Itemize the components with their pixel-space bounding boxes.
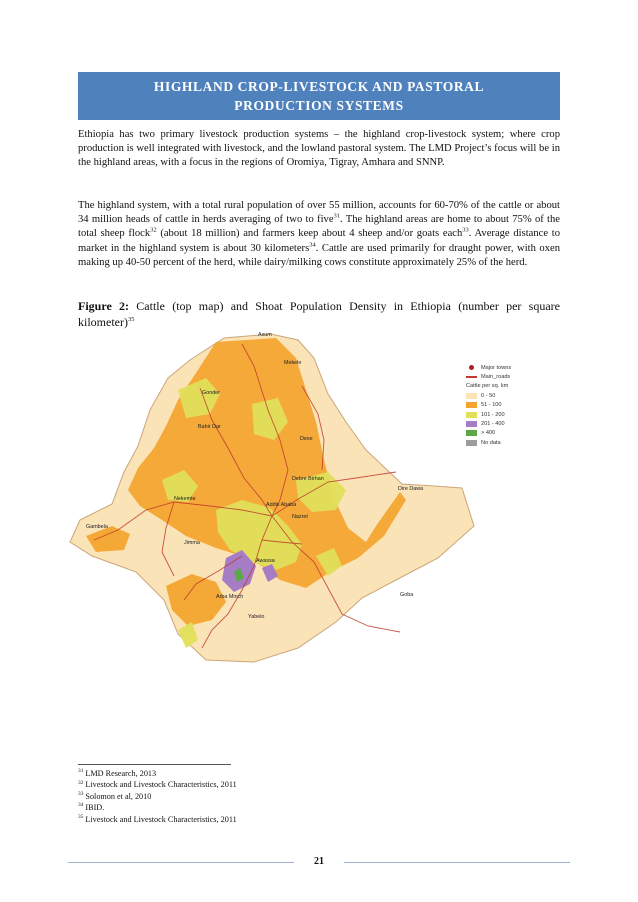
page-number: 21 [314, 856, 324, 867]
town-gonder: Gonder [202, 390, 220, 396]
paragraph-highland-part3: (about 18 million) and farmers keep about 4 sheep and/or goats each [156, 228, 463, 240]
figure-label: Figure 2: [78, 299, 130, 313]
paragraph-highland [78, 199, 560, 270]
paragraph-intro: Ethiopia has two primary livestock production systems – the highland crop-livestock system; where crop production is well integrated with livestock, and the lowland pastoral system. The LMD Project’s focus will be in the highland areas, with a focus in the regions of Oromiya, Tigray, Amhara and SNNP. [78, 129, 560, 169]
figure-caption [78, 298, 560, 330]
town-dese: Dese [300, 436, 313, 442]
legend-towns: Major towns [466, 363, 511, 372]
town-addis-ababa: Addis Ababa [266, 502, 297, 508]
footnote: $^{31}$ LMD Research, 2013 [78, 768, 157, 778]
legend-swatch [466, 421, 477, 427]
footnote: $^{33}$ Solomon et al, 2010 [78, 791, 152, 801]
section-header-line2: PRODUCTION SYSTEMS [234, 98, 404, 113]
town-jimma: Jimma [184, 540, 200, 546]
page-footer-line-right [344, 862, 570, 863]
town-awassa: Awassa [256, 558, 275, 564]
paragraph-highland-part1: The highland system, with a total rural population of over 55 million, accounts for 60-70% of the cattle or about 34 million heads of cattle in herds averaging of two to five [78, 200, 560, 226]
footnote-ref-34: 34 [309, 241, 316, 249]
town-bahir-dar: Bahir Dar [198, 424, 221, 430]
section-header [78, 72, 560, 120]
legend-swatch [466, 402, 477, 408]
legend-swatch [466, 430, 477, 436]
town-nazret: Nazret [292, 514, 308, 520]
footnotes [78, 768, 237, 825]
town-mekele: Mekele [284, 360, 302, 366]
town-nekemte: Nekemte [174, 496, 196, 502]
footnote: $^{32}$ Livestock and Livestock Characteristics, 2011 [78, 779, 237, 790]
legend-swatch [466, 412, 477, 418]
road-line-icon [466, 376, 477, 378]
legend-class: No data [466, 438, 511, 447]
map-legend [466, 363, 511, 448]
major-town-icon [469, 365, 474, 370]
legend-class: > 400 [466, 429, 511, 438]
paragraph-highland-part5: . Cattle are used primarily for draught power, with oxen making up 40-50 percent of the herd, while dairy/milking cows constitute approximately 25% of the herd. [78, 242, 560, 268]
legend-class: 51 - 100 [466, 401, 511, 410]
footnote-ref-32: 32 [150, 226, 157, 234]
legend-swatch [466, 393, 477, 399]
figure-caption-text: Cattle (top map) and Shoat Population Density in Ethiopia (number per square kilometer) [78, 299, 560, 329]
legend-title: Cattle per sq. km [466, 383, 509, 390]
legend-swatch [466, 440, 477, 446]
footnote: $^{34}$ IBID. [78, 802, 105, 813]
town-arba-minch: Arba Minch [216, 594, 244, 600]
legend-roads: Main_roads [466, 372, 511, 381]
legend-class: 101 - 200 [466, 410, 511, 419]
section-header-line1: HIGHLAND CROP-LIVESTOCK AND PASTORAL [153, 79, 485, 94]
town-goba: Goba [400, 592, 414, 598]
footnote-ref-33: 33 [462, 226, 469, 234]
paragraph-highland-part4: . Average distance to market in the highland system is about 30 kilometers [78, 228, 560, 254]
footnote-divider [78, 764, 231, 765]
footnote: $^{35}$ Livestock and Livestock Characteristics, 2011 [78, 813, 237, 824]
legend-class: 0 - 50 [466, 391, 511, 400]
town-gambela: Gambela [86, 524, 108, 530]
footnote-ref-31: 31 [333, 212, 341, 220]
legend-class: 201 - 400 [466, 419, 511, 428]
paragraph-highland-part2: . The highland areas are home to about 75% of the total sheep flock [78, 214, 561, 240]
town-debre-birhan: Debre Birhan [292, 476, 324, 482]
town-dire-dawa: Dire Dawa [398, 486, 424, 492]
page-footer-line-left [68, 862, 294, 863]
town-axum: Axum [258, 332, 272, 338]
footnote-ref-35: 35 [127, 316, 135, 323]
town-yabelo: Yabelo [248, 614, 265, 620]
